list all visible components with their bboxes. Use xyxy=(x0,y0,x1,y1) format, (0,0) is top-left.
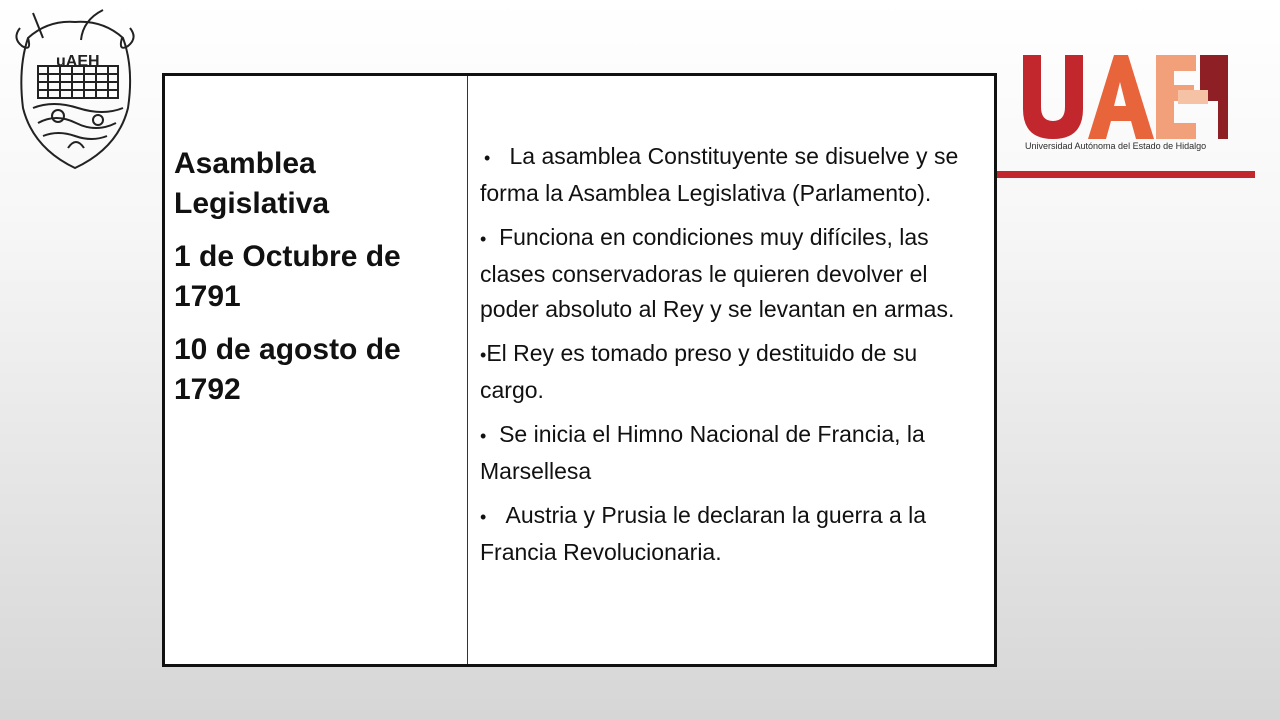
bullet-marker: • xyxy=(480,345,487,365)
university-seal-logo xyxy=(8,8,143,173)
uaeh-tagline: Universidad Autónoma del Estado de Hidalgo xyxy=(1025,141,1207,151)
brand-bar xyxy=(992,171,1255,178)
uaeh-logo xyxy=(1018,50,1230,155)
event-text: El Rey es tomado preso y destituido de su cargo. xyxy=(480,340,918,403)
bullet-marker: • xyxy=(484,148,491,168)
bullet-marker: • xyxy=(480,426,487,446)
content-table xyxy=(162,73,997,667)
event-bullet xyxy=(480,139,976,211)
event-bullet xyxy=(480,498,976,570)
event-text: Se inicia el Himno Nacional de Francia, la Marsellesa xyxy=(480,421,925,484)
event-bullet xyxy=(480,417,976,489)
seal-text: uAEH xyxy=(56,53,100,70)
event-bullet xyxy=(480,220,976,327)
event-text: Austria y Prusia le declaran la guerra a la Francia Revolucionaria. xyxy=(480,502,927,565)
bullet-marker: • xyxy=(480,229,487,249)
event-text: La asamblea Constituyente se disuelve y se forma la Asamblea Legislativa (Parlamento). xyxy=(480,143,959,206)
event-bullet xyxy=(480,336,976,408)
assembly-title: Asamblea Legislativa xyxy=(174,147,330,220)
event-text: Funciona en condiciones muy difíciles, las clases conservadoras le quieren devolver el poder absoluto al Rey y se levantan en armas. xyxy=(480,224,955,322)
events-column xyxy=(468,76,994,664)
start-date: 1 de Octubre de 1791 xyxy=(174,240,401,313)
end-date: 10 de agosto de 1792 xyxy=(174,333,401,406)
date-column xyxy=(165,76,468,664)
bullet-marker: • xyxy=(480,507,487,527)
